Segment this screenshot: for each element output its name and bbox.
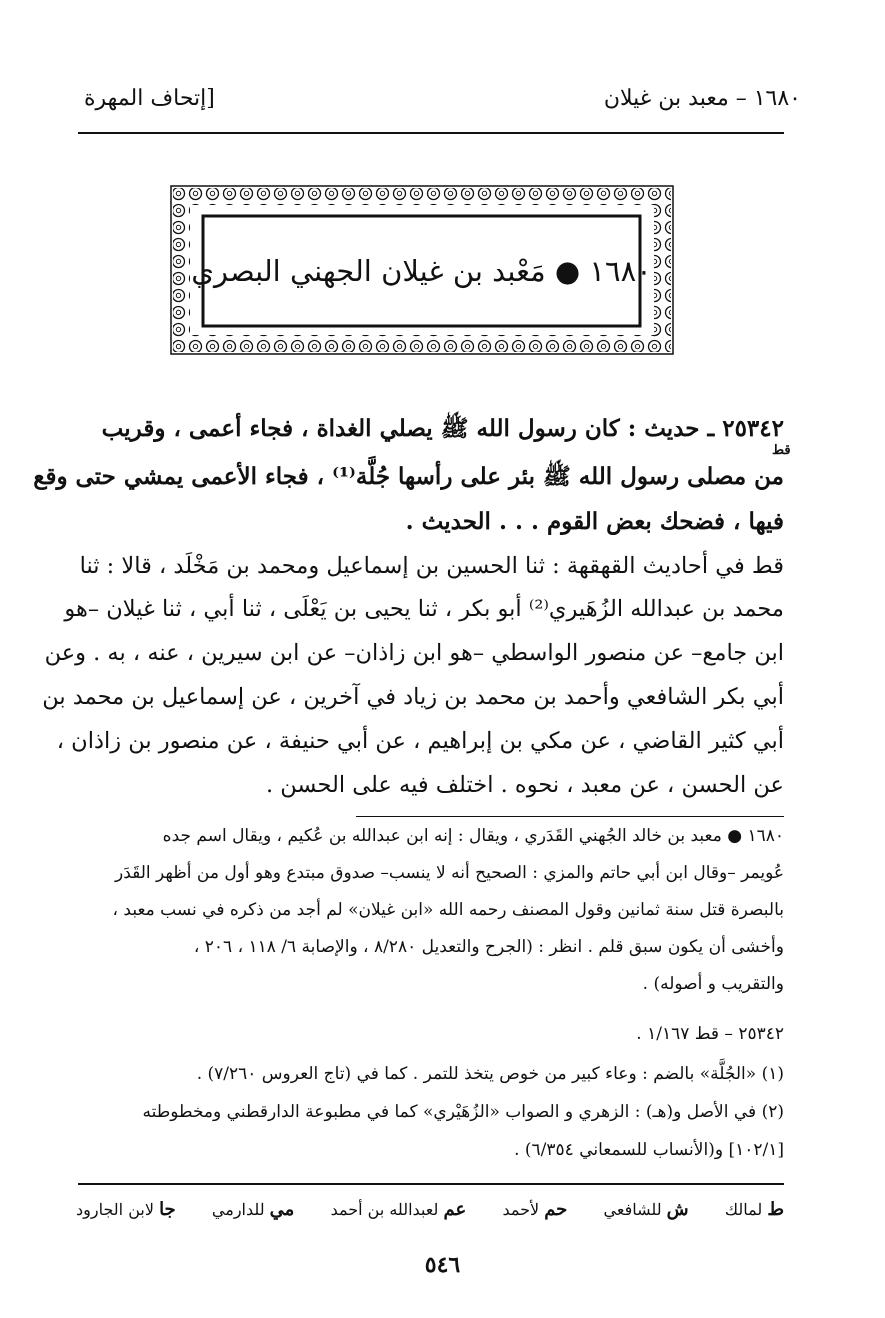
footnote-line: والتقريب و أصوله) .	[642, 974, 784, 994]
running-title: ١٦٨٠ – معبد بن غيلان	[603, 86, 801, 111]
footnote-line: [١٠٢/١] و(الأنساب للسمعاني ٦/٣٥٤) .	[514, 1140, 784, 1160]
footnote-line: ٢٥٣٤٢ – قط ١/١٦٧ .	[636, 1024, 784, 1044]
source-line: أبي كثير القاضي ، عن مكي بن إبراهيم ، عن أبي حنيفة ، عن منصور بن زاذان ،	[56, 728, 784, 754]
abbreviation-item: مي للدارمي	[211, 1199, 295, 1220]
footnote-line: عُويمر –وقال ابن أبي حاتم والمزي : الصحيح أنه لا ينسب– صدوق مبتدع وهو أول من أظهر القَدَر	[115, 863, 784, 883]
footnote-line: وأخشى أن يكون سبق قلم . انظر : (الجرح والتعديل ٨/٢٨٠ ، والإصابة ٦/ ١١٨ ، ٢٠٦ ،	[193, 937, 784, 957]
source-line: قط في أحاديث القهقهة : ثنا الحسين بن إسماعيل ومحمد بن مَخْلَد ، قالا : ثنا	[79, 553, 784, 579]
source-line: عن الحسن ، عن معبد ، نحوه . اختلف فيه على الحسن .	[265, 772, 784, 798]
abbreviation-item: حم لأحمد	[502, 1199, 568, 1220]
abbreviation-item: جا لابن الجارود	[76, 1199, 176, 1220]
hadith-line-2: من مصلى رسول الله ﷺ بئر على رأسها جُلَّة⁽¹⁾ ، فجاء الأعمى يمشي حتى وقع	[33, 463, 784, 490]
footnote-line: (١) «الجُلَّة» بالضم : وعاء كبير من خوص يتخذ للتمر . كما في (تاج العروس ٧/٢٦٠) .	[196, 1064, 784, 1084]
hadith-line-1: ٢٥٣٤٢ ـ حديث : كان رسول الله ﷺ يصلي الغداة ، فجاء أعمى ، وقريب	[101, 415, 784, 442]
hadith-line-3: فيها ، فضحك بعض القوم . . . الحديث .	[405, 508, 784, 535]
page-number: ٥٤٦	[424, 1252, 461, 1278]
source-line: أبي بكر الشافعي وأحمد بن محمد بن زياد في آخرين ، عن إسماعيل بن محمد بن	[42, 684, 784, 710]
entry-title: ١٦٨٠ ● مَعْبد بن غيلان الجهني البصري	[191, 254, 652, 288]
abbreviations-legend	[76, 1199, 784, 1220]
abbreviation-item: ش للشافعي	[603, 1199, 689, 1220]
abbreviations-rule	[78, 1183, 784, 1185]
book-title: [إتحاف المهرة	[84, 86, 215, 111]
abbreviation-item: عم لعبدالله بن أحمد	[330, 1199, 467, 1220]
header-rule	[78, 132, 784, 134]
footnote-line: بالبصرة قتل سنة ثمانين وقول المصنف رحمه الله «ابن غيلان» لم أجد من ذكره في نسب معبد ،	[112, 900, 784, 920]
footnote-line: (٢) في الأصل و(هـ) : الزهري و الصواب «الزُهَيْري» كما في مطبوعة الدارقطني ومخطوطته	[142, 1102, 784, 1122]
footnote-line: ١٦٨٠ ● معبد بن خالد الجُهني القَدَري ، ويقال : إنه ابن عبدالله بن عُكيم ، ويقال اسم جده	[162, 826, 784, 846]
source-marker: قط	[772, 443, 791, 458]
footnote-rule	[356, 816, 784, 817]
source-line: محمد بن عبدالله الزُهَيري⁽²⁾ أبو بكر ، ثنا يحيى بن يَعْلَى ، ثنا أبي ، ثنا غيلان –هو	[64, 596, 784, 622]
source-line: ابن جامع– عن منصور الواسطي –هو ابن زاذان– عن ابن سيرين ، عنه ، به . وعن	[44, 640, 784, 666]
abbreviation-item: ط لمالك	[724, 1199, 784, 1220]
